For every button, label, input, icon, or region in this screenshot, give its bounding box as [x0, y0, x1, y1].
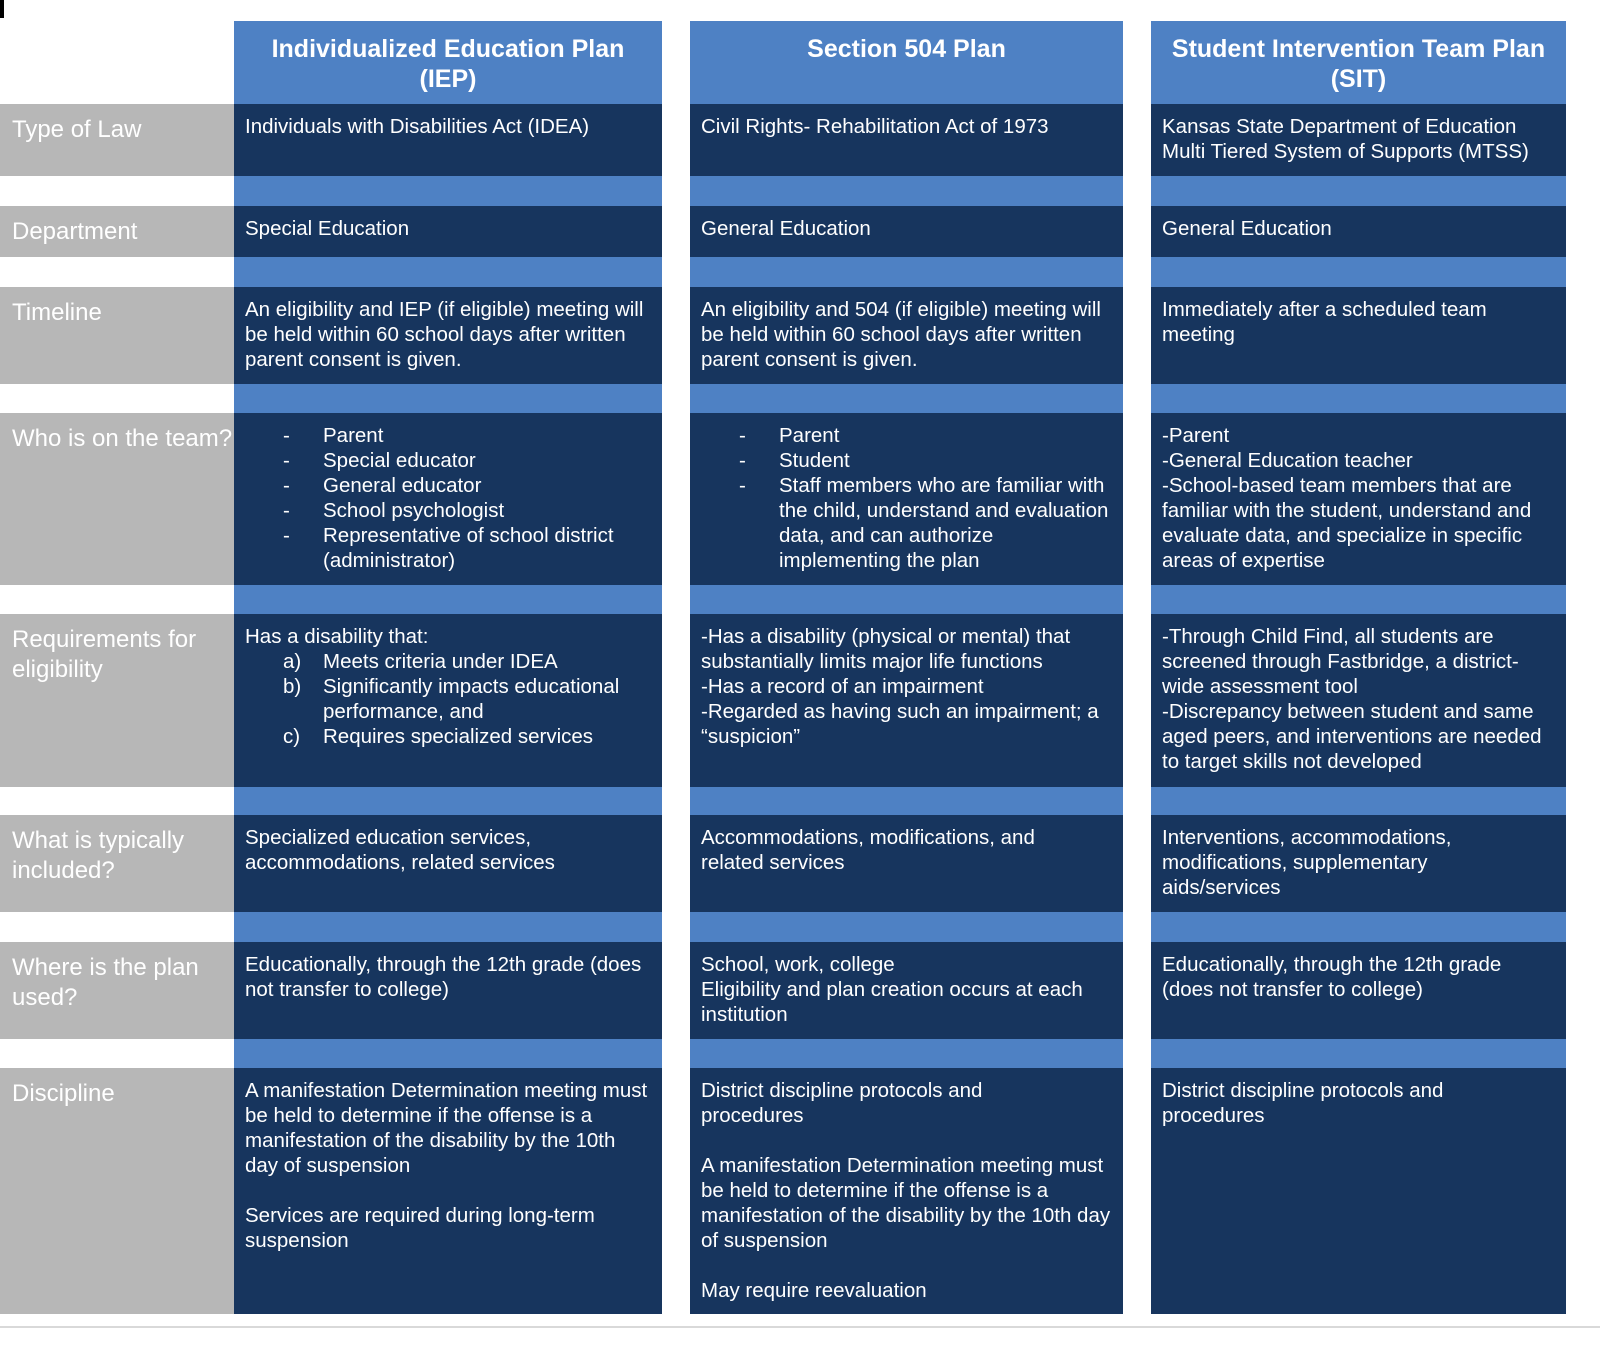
text-line: A manifestation Determination meeting must be held to determine if the offense is a manifestation of the disability by the 10th day of suspension — [701, 1154, 1111, 1252]
spacer-band — [234, 257, 662, 287]
team-list — [701, 423, 1112, 573]
row-label-department: Department — [0, 206, 234, 257]
cell-sit-included: Interventions, accommodations, modifications, supplementary aids/services — [1151, 815, 1566, 912]
spacer-band — [234, 176, 662, 206]
spacer-band — [1151, 176, 1566, 206]
row-label-discipline: Discipline — [0, 1068, 234, 1314]
list-text: Significantly impacts educational performance, and — [323, 675, 620, 723]
cell-504-team — [690, 413, 1123, 585]
cell-504-requirements — [690, 614, 1123, 787]
list-item — [245, 649, 651, 674]
cell-504-where — [690, 942, 1123, 1039]
spacer-band — [1151, 912, 1566, 942]
row-label-timeline: Timeline — [0, 287, 234, 384]
cell-504-department: General Education — [690, 206, 1123, 257]
text-line: District discipline protocols and procedures — [701, 1079, 983, 1127]
spacer-band — [690, 787, 1123, 815]
requirements-list — [245, 649, 651, 749]
cell-iep-requirements — [234, 614, 662, 787]
list-item: - School psychologist — [245, 498, 651, 523]
spacer-band — [234, 585, 662, 614]
cell-iep-type-of-law: Individuals with Disabilities Act (IDEA) — [234, 104, 662, 176]
cell-504-timeline: An eligibility and 504 (if eligible) meeting will be held within 60 school days after written parent consent is given. — [690, 287, 1123, 384]
list-marker: a) — [283, 650, 302, 673]
cell-sit-discipline: District discipline protocols and procedures — [1151, 1068, 1566, 1314]
text-line: -Through Child Find, all students are screened through Fastbridge, a district-wide assessment tool — [1162, 625, 1519, 698]
header-504: Section 504 Plan — [690, 21, 1123, 104]
spacer-band — [1151, 787, 1566, 815]
cell-iep-department: Special Education — [234, 206, 662, 257]
team-list — [245, 423, 651, 573]
cell-504-discipline — [690, 1068, 1123, 1314]
list-item: - Parent — [245, 423, 651, 448]
list-item: - Special educator — [245, 448, 651, 473]
list-item — [245, 724, 651, 749]
list-text: Meets criteria under IDEA — [323, 650, 558, 673]
list-item: - Parent — [701, 423, 1112, 448]
text-line: -Discrepancy between student and same aged peers, and interventions are needed to target skills not developed — [1162, 700, 1542, 773]
text-line: -Has a record of an impairment — [701, 675, 984, 698]
cell-504-included: Accommodations, modifications, and related services — [690, 815, 1123, 912]
row-label-where: Where is the plan used? — [0, 942, 234, 1039]
spacer-band — [234, 384, 662, 413]
cell-iep-discipline — [234, 1068, 662, 1314]
spacer-band — [1151, 1039, 1566, 1068]
spacer-band — [690, 176, 1123, 206]
cell-504-type-of-law: Civil Rights- Rehabilitation Act of 1973 — [690, 104, 1123, 176]
text-line: Eligibility and plan creation occurs at each institution — [701, 978, 1083, 1026]
row-label-type-of-law: Type of Law — [0, 104, 234, 176]
list-item: - Student — [701, 448, 1112, 473]
text-line: -Parent — [1162, 424, 1230, 447]
spacer-band — [234, 912, 662, 942]
spacer-band — [234, 787, 662, 815]
spacer-band — [690, 585, 1123, 614]
text-line: -Regarded as having such an impairment; a “suspicion” — [701, 700, 1099, 748]
list-item: - Staff members who are familiar with the child, understand and evaluation data, and can authorize implementing the plan — [701, 473, 1112, 573]
cell-iep-included: Specialized education services, accommodations, related services — [234, 815, 662, 912]
row-label-team: Who is on the team? — [0, 413, 234, 585]
text-cursor — [0, 0, 4, 18]
list-marker: c) — [283, 725, 301, 748]
cell-sit-timeline: Immediately after a scheduled team meeting — [1151, 287, 1566, 384]
divider — [0, 1326, 1600, 1328]
spacer-band — [1151, 257, 1566, 287]
header-sit: Student Intervention Team Plan (SIT) — [1151, 21, 1566, 104]
text-line: A manifestation Determination meeting must be held to determine if the offense is a manifestation of the disability by the 10th day of suspension — [245, 1079, 648, 1177]
list-item: - Representative of school district (administrator) — [245, 523, 651, 573]
row-label-requirements: Requirements for eligibility — [0, 614, 234, 787]
list-item: - General educator — [245, 473, 651, 498]
spacer-band — [1151, 384, 1566, 413]
paragraph-gap — [701, 1253, 1112, 1278]
paragraph-gap — [245, 1178, 651, 1203]
cell-iep-timeline: An eligibility and IEP (if eligible) meeting will be held within 60 school days after written parent consent is given. — [234, 287, 662, 384]
text-line: -School-based team members that are familiar with the student, understand and evaluate data, and specialize in specific areas of expertise — [1162, 474, 1532, 572]
cell-sit-where: Educationally, through the 12th grade (does not transfer to college) — [1151, 942, 1566, 1039]
header-iep: Individualized Education Plan (IEP) — [234, 21, 662, 104]
spacer-band — [690, 912, 1123, 942]
text-line: May require reevaluation — [701, 1279, 927, 1302]
spacer-band — [234, 1039, 662, 1068]
cell-iep-where: Educationally, through the 12th grade (does not transfer to college) — [234, 942, 662, 1039]
cell-iep-team — [234, 413, 662, 585]
spacer-band — [690, 384, 1123, 413]
text-line: School, work, college — [701, 953, 895, 976]
row-label-included: What is typically included? — [0, 815, 234, 912]
list-text: Requires specialized services — [323, 725, 594, 748]
text-line: -Has a disability (physical or mental) that substantially limits major life functions — [701, 625, 1071, 673]
spacer-band — [690, 1039, 1123, 1068]
cell-sit-team — [1151, 413, 1566, 585]
spacer-band — [1151, 585, 1566, 614]
list-item — [245, 674, 651, 724]
cell-sit-requirements — [1151, 614, 1566, 787]
paragraph-gap — [701, 1128, 1112, 1153]
text-line: Services are required during long-term suspension — [245, 1204, 595, 1252]
spacer-band — [690, 257, 1123, 287]
cell-sit-type-of-law: Kansas State Department of Education Multi Tiered System of Supports (MTSS) — [1151, 104, 1566, 176]
cell-sit-department: General Education — [1151, 206, 1566, 257]
text-line: -General Education teacher — [1162, 449, 1413, 472]
text-line: Has a disability that: — [245, 625, 429, 648]
list-marker: b) — [283, 675, 302, 698]
